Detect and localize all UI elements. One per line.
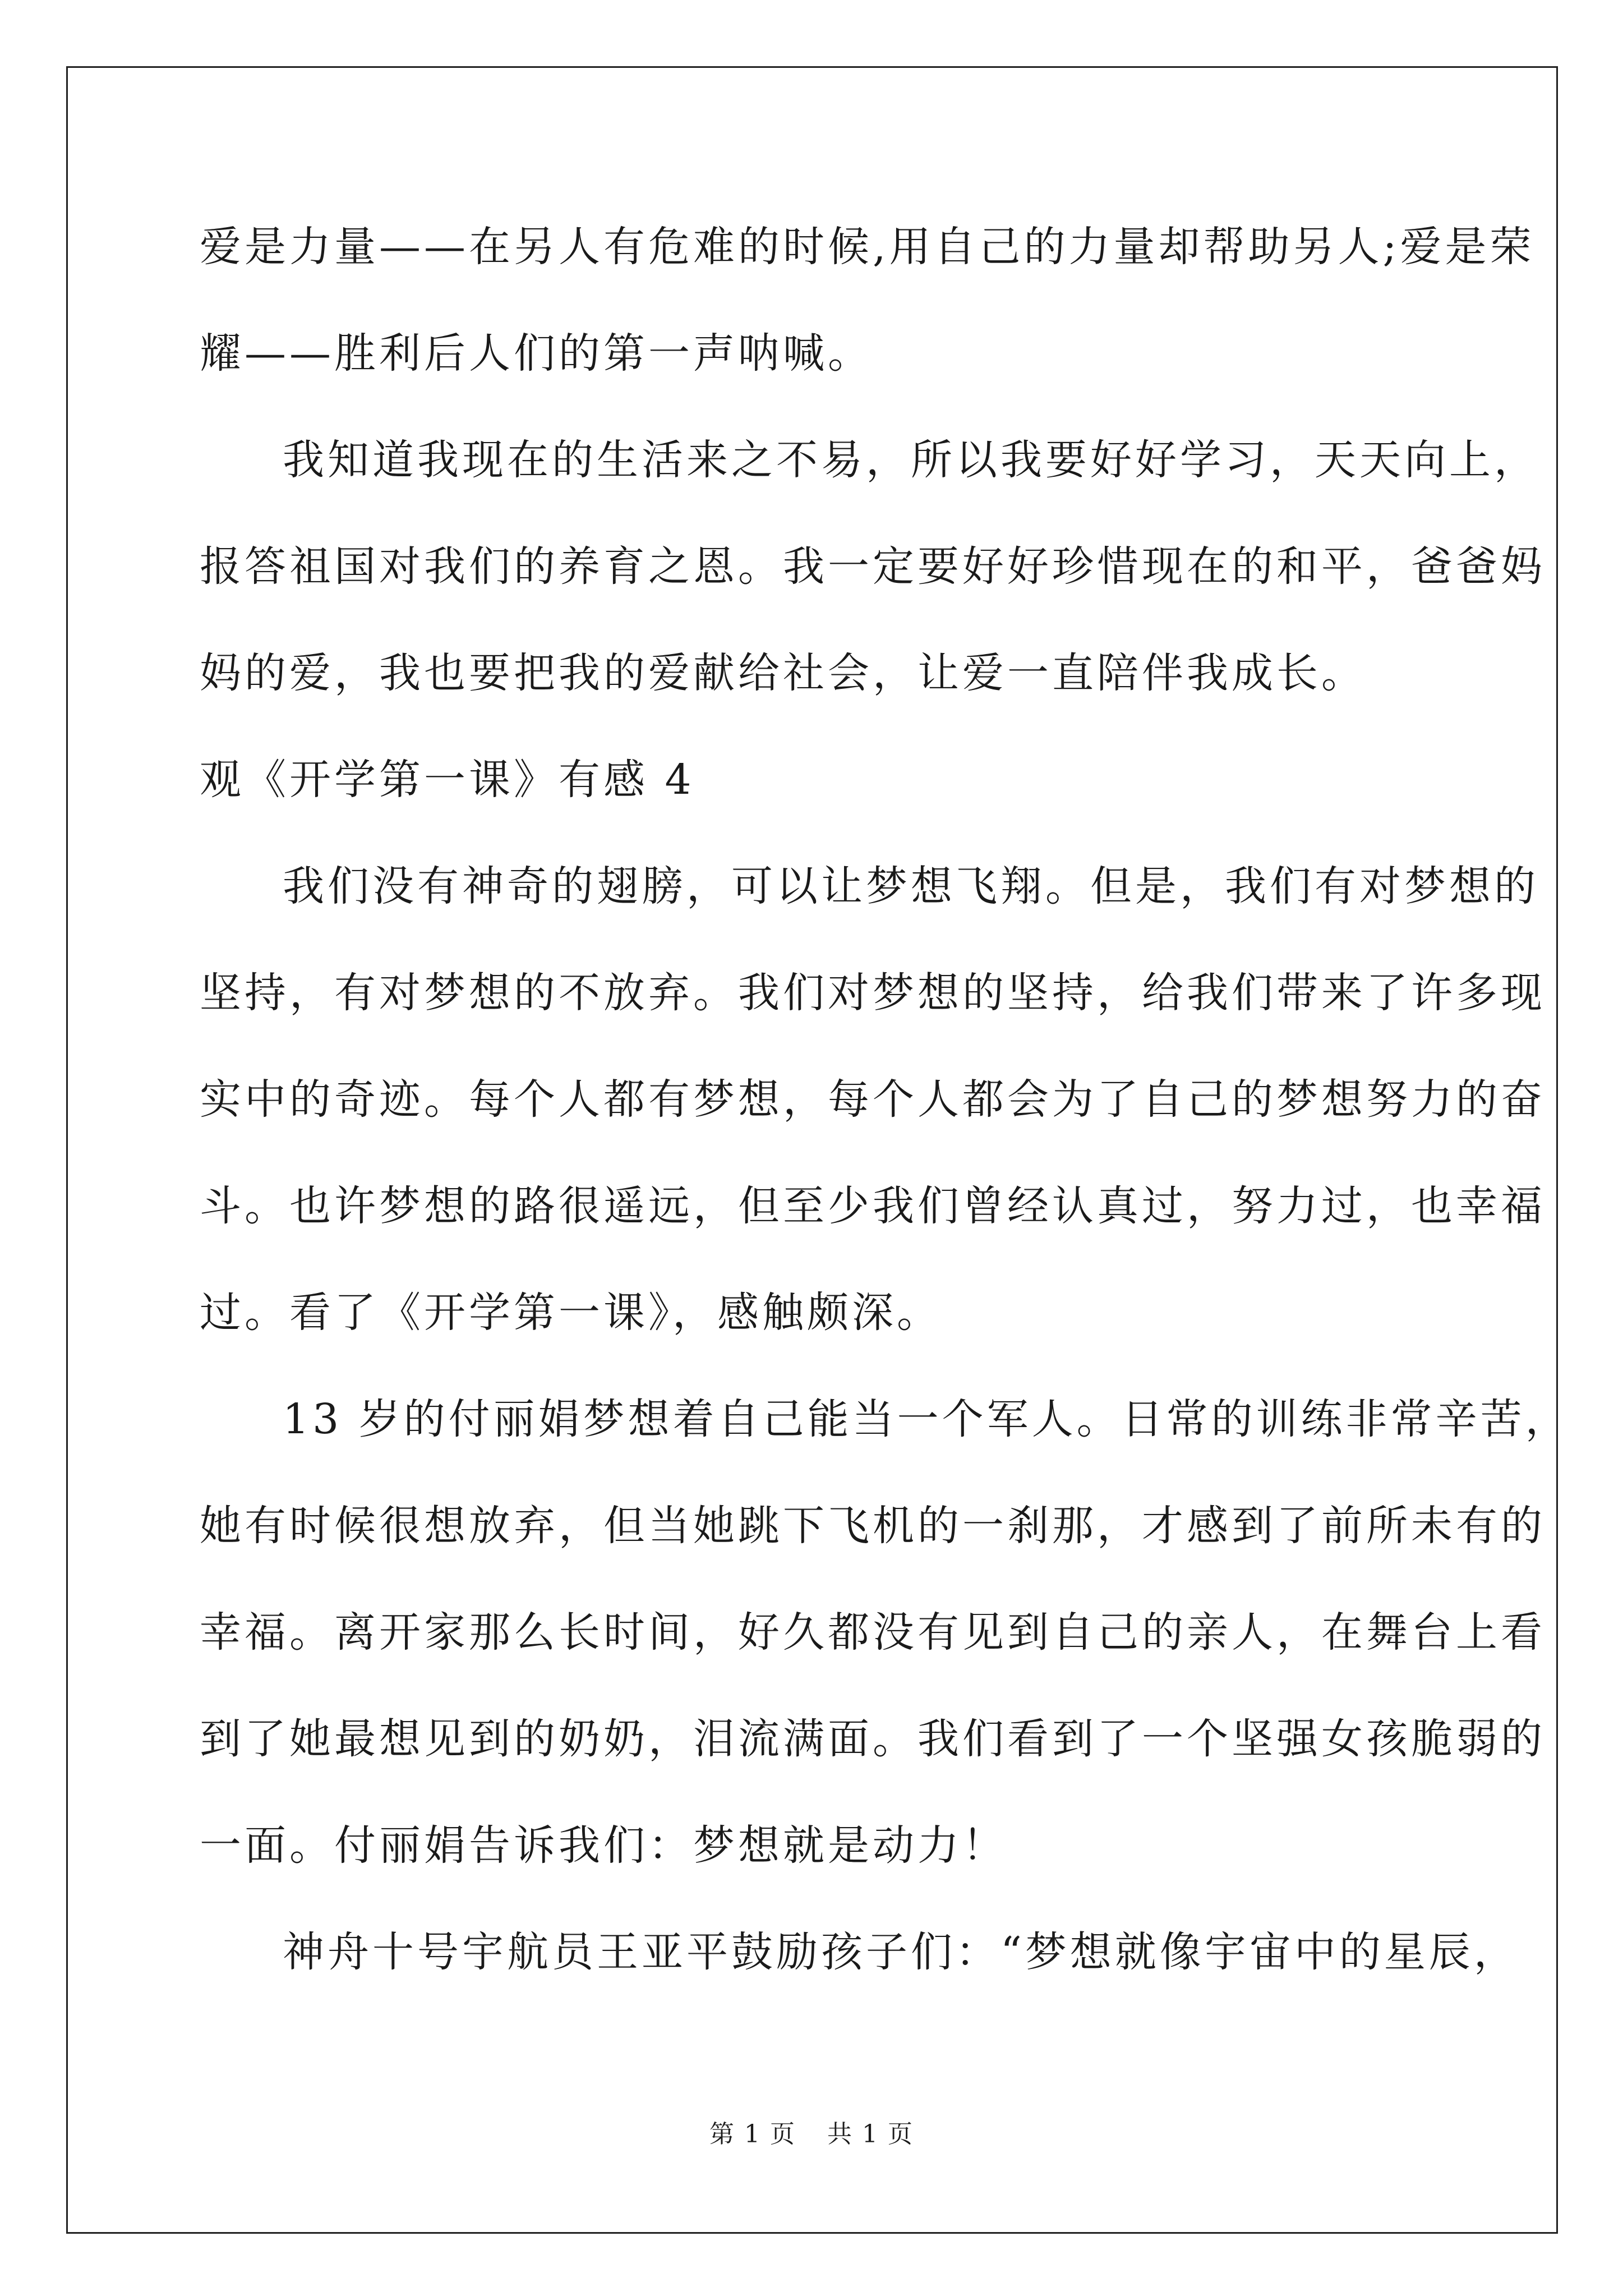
paragraph-line: 我知道我现在的生活来之不易，所以我要好好学习，天天向上， <box>283 436 1539 484</box>
page-total: 共 1 页 <box>827 2120 914 2148</box>
paragraph-line: 爱是力量——在另人有危难的时候,用自己的力量却帮助另人;爱是荣 <box>200 223 1535 271</box>
paragraph-line: 神舟十号宇航员王亚平鼓励孩子们：“梦想就像宇宙中的星辰， <box>283 1928 1519 1976</box>
paragraph-line: 她有时候很想放弃，但当她跳下飞机的一刹那，才感到了前所未有的 <box>200 1502 1546 1550</box>
paragraph-line: 耀——胜利后人们的第一声呐喊。 <box>200 329 873 378</box>
paragraph-line: 一面。付丽娟告诉我们：梦想就是动力！ <box>200 1821 1007 1870</box>
page-number: 第 1 页 <box>709 2120 796 2148</box>
section-heading: 观《开学第一课》有感 4 <box>200 756 695 804</box>
paragraph-line: 过。看了《开学第一课》，感触颇深。 <box>200 1289 942 1337</box>
paragraph-line: 妈的爱，我也要把我的爱献给社会，让爱一直陪伴我成长。 <box>200 649 1366 697</box>
page-footer <box>0 2114 1623 2150</box>
paragraph-line: 斗。也许梦想的路很遥远，但至少我们曾经认真过，努力过，也幸福 <box>200 1182 1546 1230</box>
paragraph-line: 到了她最想见到的奶奶，泪流满面。我们看到了一个坚强女孩脆弱的 <box>200 1715 1546 1763</box>
paragraph-line: 实中的奇迹。每个人都有梦想，每个人都会为了自己的梦想努力的奋 <box>200 1075 1546 1124</box>
paragraph-line: 13 岁的付丽娟梦想着自己能当一个军人。日常的训练非常辛苦， <box>283 1395 1570 1443</box>
paragraph-line: 我们没有神奇的翅膀，可以让梦想飞翔。但是，我们有对梦想的 <box>283 862 1539 910</box>
paragraph-line: 报答祖国对我们的养育之恩。我一定要好好珍惜现在的和平，爸爸妈 <box>200 542 1546 591</box>
paragraph-line: 坚持，有对梦想的不放弃。我们对梦想的坚持，给我们带来了许多现 <box>200 969 1546 1017</box>
document-body <box>200 213 1570 2025</box>
paragraph-line: 幸福。离开家那么长时间，好久都没有见到自己的亲人，在舞台上看 <box>200 1608 1546 1657</box>
